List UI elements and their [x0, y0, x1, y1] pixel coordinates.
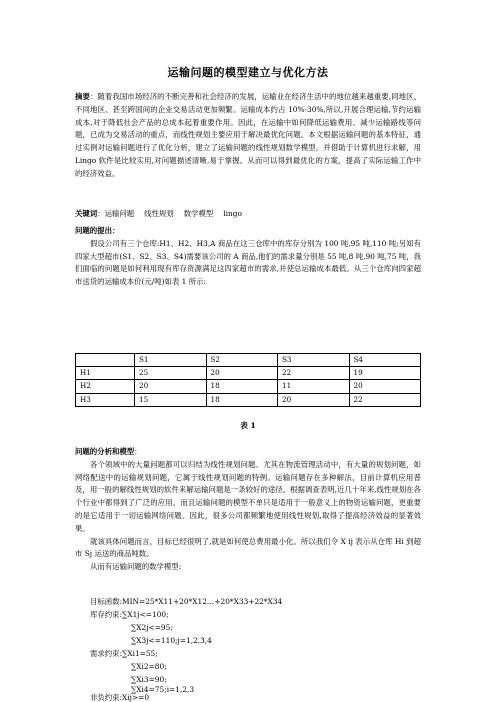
demand-constraint-3: ∑Xi3=90;: [131, 675, 167, 684]
table-cell: 20: [135, 380, 207, 393]
analysis-paragraph-3: 从而有运输问题的数学模型:: [90, 562, 182, 572]
table-cell: 19: [349, 367, 421, 380]
analysis-heading-line: [75, 446, 421, 459]
table-cell: 15: [135, 393, 207, 406]
problem-heading: 问题的提出：: [75, 226, 120, 235]
supply-constraint-1: 库存约束:∑X1j<=100;: [90, 610, 169, 619]
table-cell: 20: [206, 367, 278, 380]
table-cell: 11: [278, 380, 350, 393]
table-header-cell: S1: [135, 354, 207, 367]
supply-constraint-3: ∑X3j<=110;j=1,2,3,4: [131, 636, 212, 645]
table-row: [76, 380, 421, 393]
table-cell: 18: [206, 393, 278, 406]
table-cell: 25: [135, 367, 207, 380]
table-caption: 表 1: [240, 421, 256, 430]
keyword-4: lingo: [223, 209, 242, 218]
table-cell: 18: [206, 380, 278, 393]
analysis-heading-colon: ：: [134, 447, 142, 456]
table-cell: H2: [76, 380, 135, 393]
keyword-3: 数学模型: [183, 209, 214, 218]
table-row: [76, 367, 421, 380]
analysis-section: [75, 446, 421, 574]
problem-text: 假设公司有三个仓库:H1、H2、H3,A 商品在这三仓库中的库存分别为 100 吨,95 吨,110 吨;另知有四家大型超市(S1、S2、S3、S4)需要该公司的 A 商品,他们的需求量分别是 55 吨,8 吨,90 吨,75 吨，我们面临的问题是如何利用现有库存资源满足这四家超市的需求,并使总运输成本最低。从三个仓库向四家超市送货的运输成本价(元/吨)如表 1 所示:: [75, 238, 421, 287]
cost-table: [75, 353, 421, 407]
demand-constraint-4: ∑Xi4=75;i=1,2,3: [131, 685, 195, 694]
table-cell: 22: [278, 367, 350, 380]
nonnegativity-constraint: 非负约束:Xij>=0: [90, 693, 150, 702]
supply-constraint-2: ∑X2j<=95;: [131, 623, 173, 632]
table-cell: H3: [76, 393, 135, 406]
keyword-1: ：运输问题: [97, 209, 135, 218]
abstract-label: 摘要: [75, 92, 90, 101]
table-cell: 20: [349, 380, 421, 393]
page-title: 运输问题的模型建立与优化方法: [167, 66, 329, 79]
table-header-cell: S2: [206, 354, 278, 367]
table-cell: H1: [76, 367, 135, 380]
objective-function: 目标函数:MIN=25*X11+20*X12…+20*X33+22*X34: [90, 597, 283, 606]
table-row: [76, 393, 421, 406]
demand-constraint-1: 需求约束:∑Xi1=55;: [90, 649, 158, 658]
analysis-paragraph-2: 就该具体问题而言，目标已经很明了,就是如何使总费用最小化。所以我们令 X ij 表示从仓库 Hi 到超市 Sj 运送的商品吨数。: [75, 536, 421, 559]
analysis-paragraph-1: 各个领域中的大量问题都可以归结为线性规划问题。尤其在物流管理活动中，有大量的规划问题，如网络配送中的运输规划问题，它属于线性规划问题的特例。运输问题存在多种解法，目前计算机应用普及，用一般的解线性规划的软件来解运输问题是一条较好的途径。根据调查表明,近几十年来,线性规划在各个行业中都得到了广泛的应用，而且运输问题的模型不单只是适用于一般意义上的物资运输问题，更重要的是它适用于一切运输网络问题。因此，很多公司都频繁地使用线性规划,取得了提高经济效益的显著效果。: [75, 459, 421, 533]
table-header-cell: S4: [349, 354, 421, 367]
table-cell: 20: [278, 393, 350, 406]
analysis-heading: 问题的分析和模型: [75, 447, 135, 456]
keywords-line: [75, 208, 421, 221]
table-header-cell: [76, 354, 135, 367]
table-cell: 22: [349, 393, 421, 406]
abstract-section: [75, 91, 421, 181]
table-header-row: [76, 354, 421, 367]
keywords-label: 关键词: [75, 209, 98, 218]
abstract-paragraph: [75, 91, 421, 181]
abstract-text: ：随着我国市场经济的不断完善和社会经济的发展，运输业在经济生活中的地位越来越重要,同地区、不同地区、甚至跨国间的企业交易活动更加频繁。运输成本约占 10%-30%,所以,开展合理运输,节约运输成本,对于降低社会产品的总成本起着重要作用。因此，在运输中如何降低运输费用、减少运输路线等问题，已成为交易活动的重点，而线性规划主要应用于解决最优化问题。本文根据运输问题的基本特征，通过实例对运输问题进行了优化分析，建立了运输问题的线性规划数学模型，并借助于计算机进行求解，用 Lingo 软件是比较实用,对问题描述清晰,易于掌握。从而可以得到最优化的方案，提高了实际运输工作中的经济效益。: [75, 92, 421, 178]
table-header-cell: S3: [278, 354, 350, 367]
keyword-2: 线性规划: [144, 209, 174, 218]
demand-constraint-2: ∑Xi2=80;: [131, 662, 167, 671]
problem-section: [75, 225, 421, 289]
